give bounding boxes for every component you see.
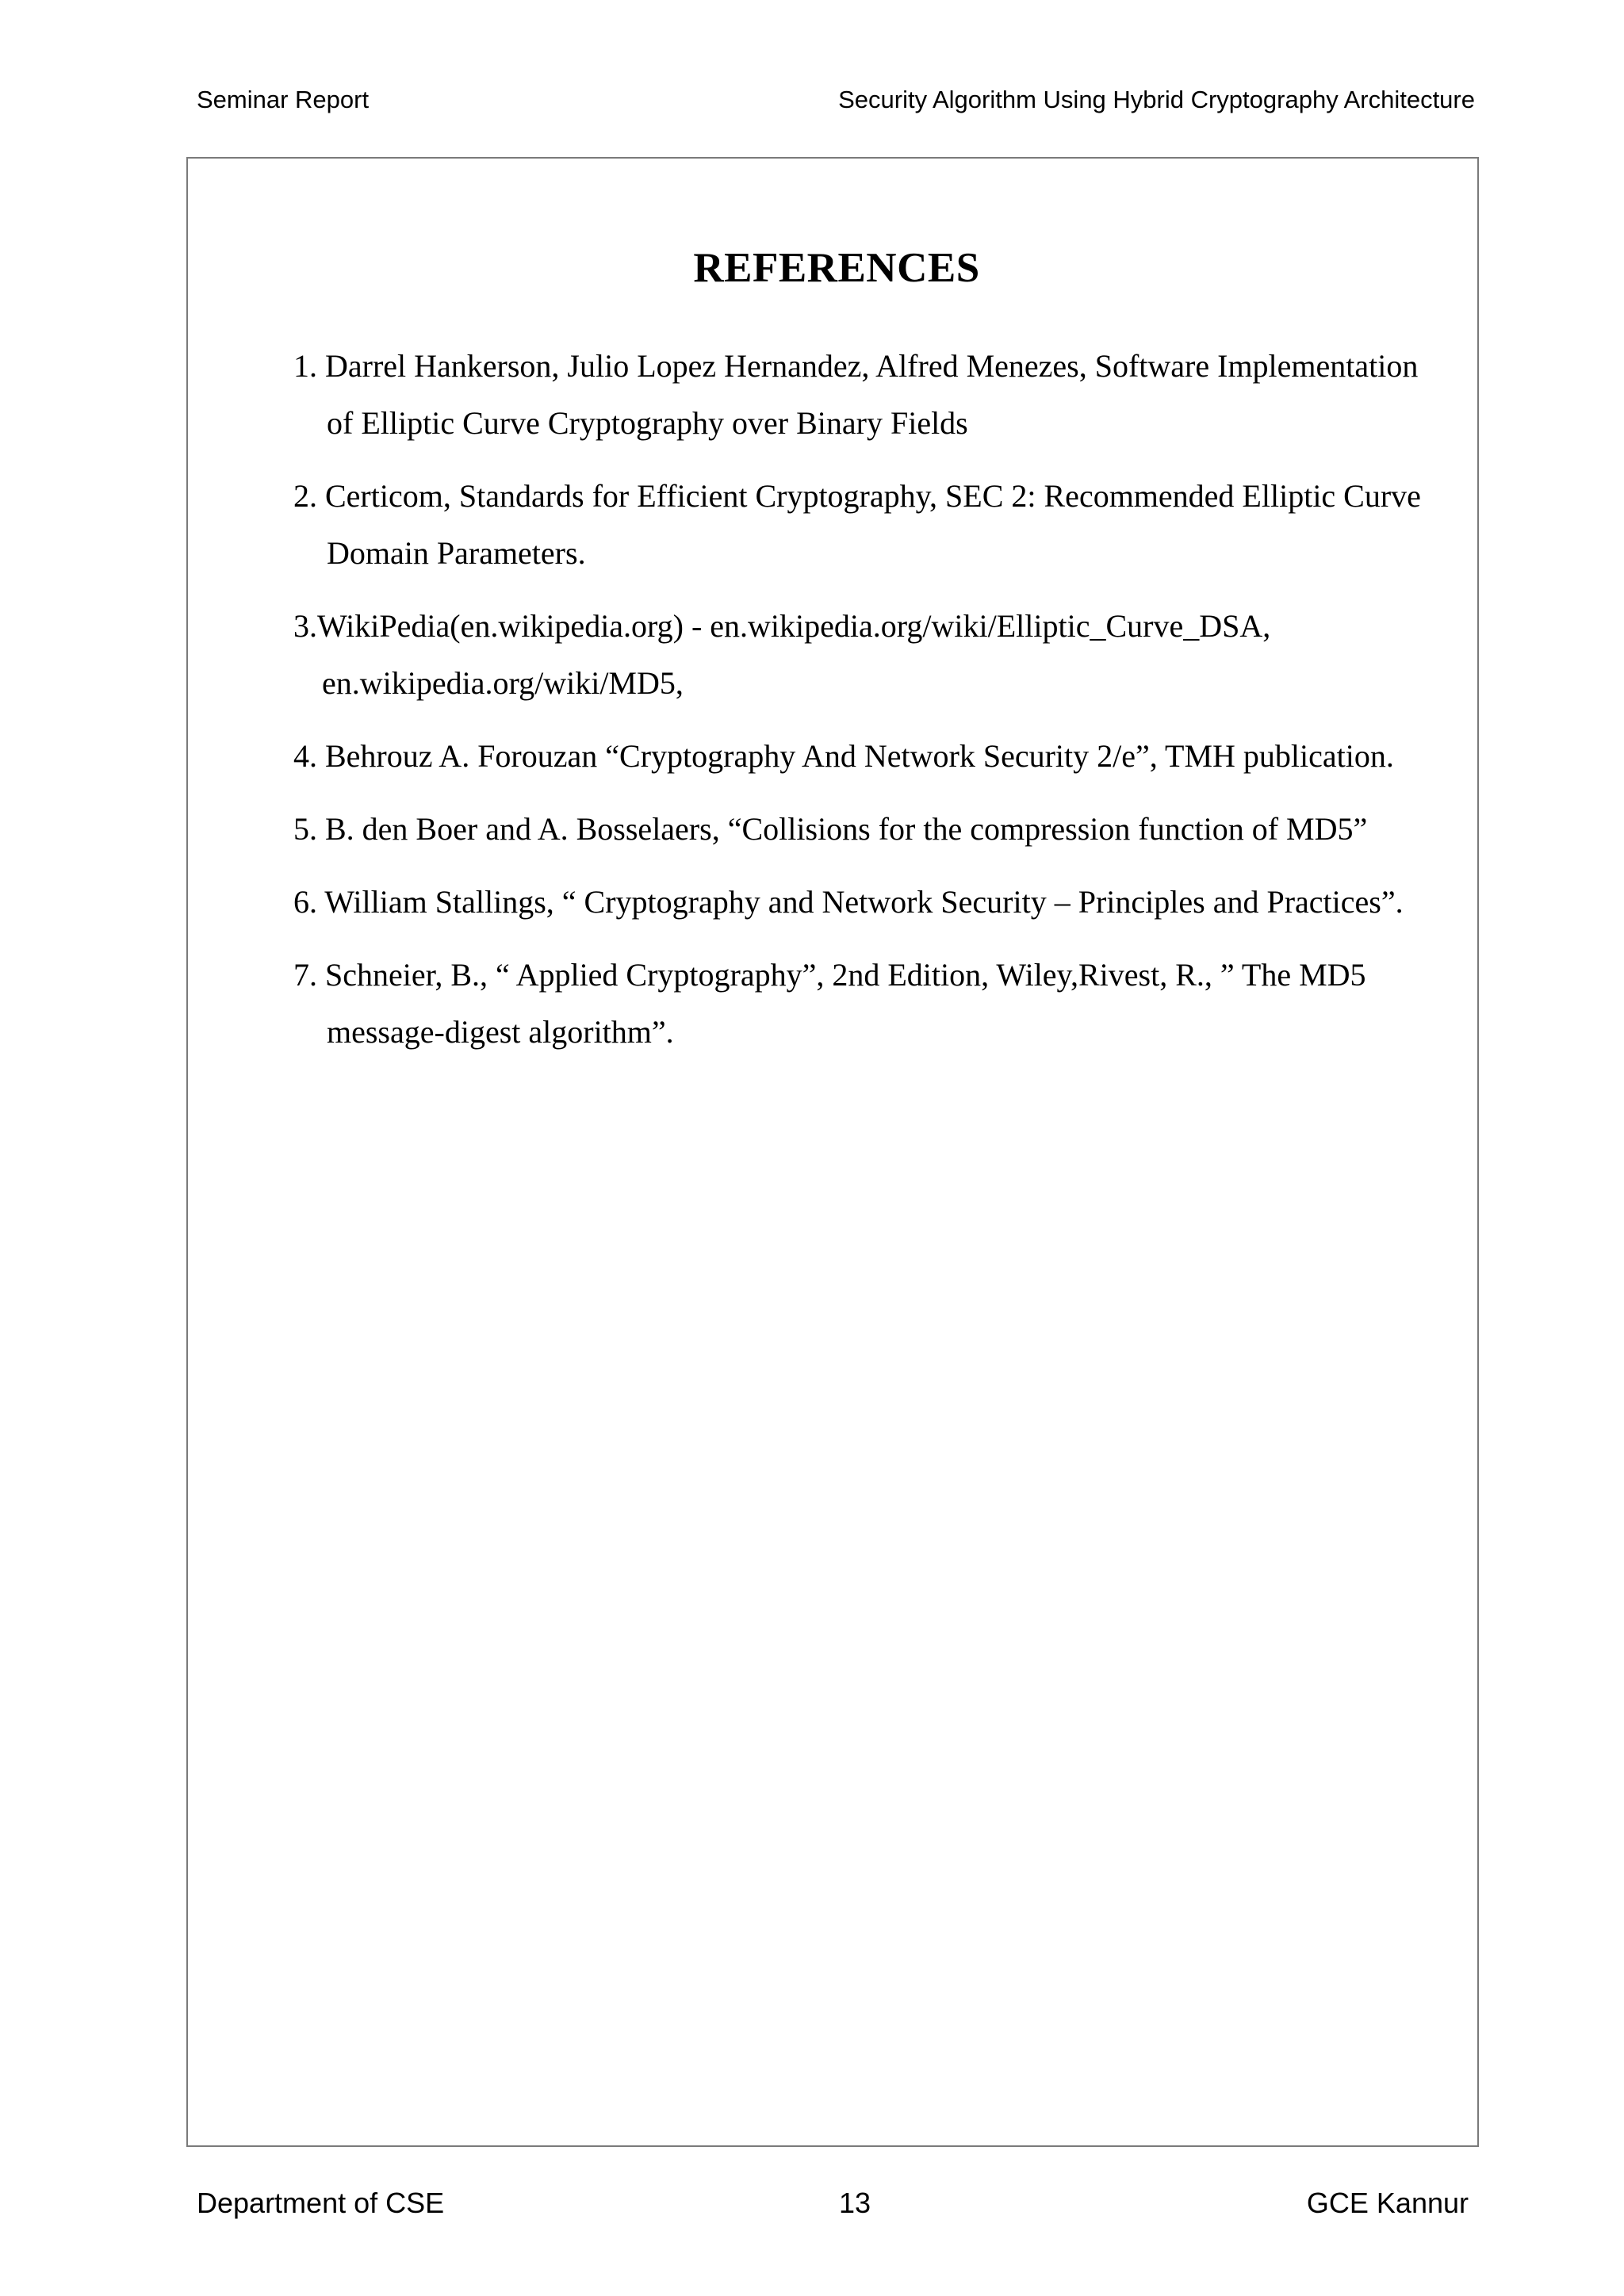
reference-line: 3.WikiPedia(en.wikipedia.org) - en.wikipedia.org/wiki/Elliptic_Curve_DSA, <box>293 608 1271 644</box>
page-number: 13 <box>839 2187 871 2219</box>
reference-line: 4. Behrouz A. Forouzan “Cryptography And Network Security 2/e”, TMH publication. <box>293 738 1394 774</box>
reference-item <box>293 801 1483 858</box>
reference-item <box>293 947 1483 1061</box>
reference-line: of Elliptic Curve Cryptography over Binary Fields <box>327 405 968 441</box>
references-heading: REFERENCES <box>693 244 980 291</box>
reference-item <box>293 338 1483 452</box>
reference-item <box>293 468 1483 582</box>
reference-item <box>293 598 1483 712</box>
reference-line: 1. Darrel Hankerson, Julio Lopez Hernandez, Alfred Menezes, Software Implementation <box>293 348 1419 384</box>
reference-line: en.wikipedia.org/wiki/MD5, <box>322 665 684 701</box>
reference-line: Domain Parameters. <box>327 535 586 571</box>
footer-college: GCE Kannur <box>1306 2187 1469 2219</box>
reference-line: 5. B. den Boer and A. Bosselaers, “Collisions for the compression function of MD5” <box>293 811 1368 847</box>
references-list <box>293 338 1483 1077</box>
reference-line: message-digest algorithm”. <box>327 1014 674 1050</box>
reference-line: 6. William Stallings, “ Cryptography and Network Security – Principles and Practices”. <box>293 884 1404 920</box>
reference-item <box>293 728 1483 785</box>
reference-line: 7. Schneier, B., “ Applied Cryptography”, 2nd Edition, Wiley,Rivest, R., ” The MD5 <box>293 957 1366 993</box>
footer-department: Department of CSE <box>197 2187 445 2219</box>
header-report-title: Security Algorithm Using Hybrid Cryptography Architecture <box>838 86 1475 113</box>
reference-line: 2. Certicom, Standards for Efficient Cryptography, SEC 2: Recommended Elliptic Curve <box>293 478 1421 514</box>
reference-item <box>293 874 1483 931</box>
header-report-type: Seminar Report <box>197 86 370 113</box>
